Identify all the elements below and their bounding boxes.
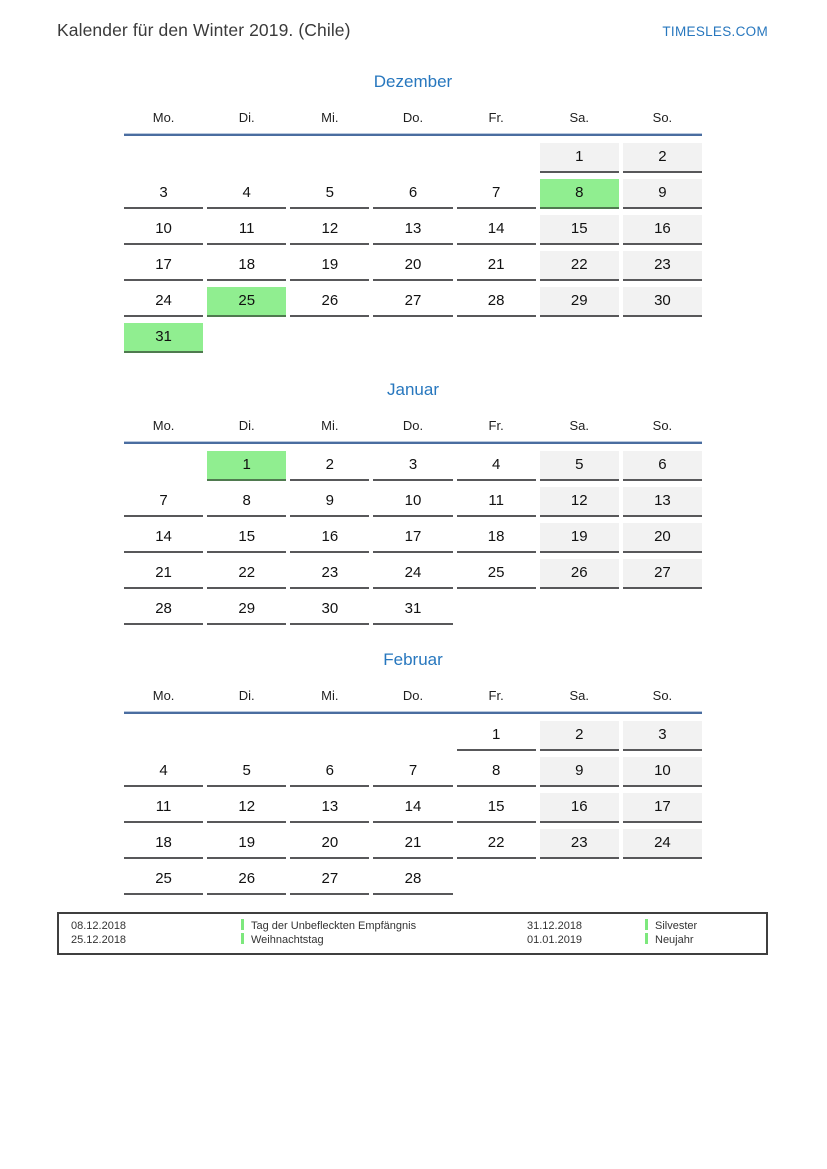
day-cell: 29 — [540, 287, 619, 317]
empty-cell — [623, 595, 702, 625]
empty-cell — [623, 323, 702, 353]
empty-cell — [457, 595, 536, 625]
day-cell: 24 — [124, 287, 203, 317]
page-title: Kalender für den Winter 2019. (Chile) — [57, 20, 351, 40]
empty-cell — [290, 323, 369, 353]
weekday-label: Do. — [402, 418, 424, 433]
day-cell: 12 — [290, 215, 369, 245]
legend-label-text: Weihnachtstag — [251, 934, 324, 946]
day-cell: 3 — [124, 179, 203, 209]
empty-cell — [457, 865, 536, 895]
day-cell: 19 — [290, 251, 369, 281]
empty-cell — [290, 721, 369, 751]
day-cell: 20 — [290, 829, 369, 859]
day-cell: 1 — [457, 721, 536, 751]
weekday-header-row — [124, 110, 702, 133]
empty-cell — [124, 451, 203, 481]
month-februar — [124, 649, 702, 895]
day-cell: 23 — [540, 829, 619, 859]
weekday-label: Di. — [238, 688, 255, 703]
day-cell: 8 — [540, 179, 619, 209]
empty-cell — [457, 323, 536, 353]
day-cell: 13 — [623, 487, 702, 517]
day-cell: 4 — [207, 179, 286, 209]
day-cell: 1 — [207, 451, 286, 481]
month-title: Januar — [387, 380, 439, 399]
day-cell: 27 — [373, 287, 452, 317]
legend-label-text: Tag der Unbefleckten Empfängnis — [251, 920, 417, 932]
day-cell: 3 — [623, 721, 702, 751]
day-cell: 17 — [124, 251, 203, 281]
day-cell: 30 — [290, 595, 369, 625]
day-cell: 15 — [457, 793, 536, 823]
day-cell: 25 — [124, 865, 203, 895]
empty-cell — [457, 143, 536, 173]
weekday-label: Fr. — [488, 110, 504, 125]
day-cell: 13 — [290, 793, 369, 823]
day-cell: 3 — [373, 451, 452, 481]
month-grid — [124, 721, 702, 895]
legend-label-text: Neujahr — [655, 934, 694, 946]
legend-date: 01.01.2019 — [527, 934, 583, 946]
day-cell: 7 — [373, 757, 452, 787]
day-cell: 24 — [373, 559, 452, 589]
legend-label — [241, 919, 527, 933]
day-cell: 16 — [623, 215, 702, 245]
weekday-label: Mo. — [152, 688, 175, 703]
day-cell: 18 — [124, 829, 203, 859]
day-cell: 17 — [373, 523, 452, 553]
day-cell: 22 — [540, 251, 619, 281]
day-cell: 22 — [457, 829, 536, 859]
day-cell: 16 — [540, 793, 619, 823]
day-cell: 19 — [540, 523, 619, 553]
month-grid — [124, 451, 702, 625]
day-cell: 10 — [623, 757, 702, 787]
page-header — [57, 20, 768, 41]
day-cell: 26 — [290, 287, 369, 317]
weekday-label: Mo. — [152, 110, 175, 125]
day-cell: 31 — [373, 595, 452, 625]
day-cell: 26 — [540, 559, 619, 589]
holiday-marker-icon — [241, 919, 244, 930]
empty-cell — [373, 721, 452, 751]
day-cell: 21 — [457, 251, 536, 281]
day-cell: 20 — [623, 523, 702, 553]
day-cell: 25 — [457, 559, 536, 589]
empty-cell — [540, 323, 619, 353]
day-cell: 18 — [457, 523, 536, 553]
months — [124, 71, 702, 895]
day-cell: 1 — [540, 143, 619, 173]
day-cell: 12 — [207, 793, 286, 823]
day-cell: 15 — [540, 215, 619, 245]
day-cell: 9 — [623, 179, 702, 209]
empty-cell — [124, 721, 203, 751]
empty-cell — [540, 865, 619, 895]
legend-date: 08.12.2018 — [71, 920, 127, 932]
day-cell: 12 — [540, 487, 619, 517]
month-januar — [124, 379, 702, 625]
day-cell: 18 — [207, 251, 286, 281]
day-cell: 26 — [207, 865, 286, 895]
empty-cell — [207, 721, 286, 751]
day-cell: 24 — [623, 829, 702, 859]
month-grid — [124, 143, 702, 353]
day-cell: 2 — [540, 721, 619, 751]
day-cell: 27 — [290, 865, 369, 895]
day-cell: 10 — [124, 215, 203, 245]
empty-cell — [623, 865, 702, 895]
day-cell: 6 — [290, 757, 369, 787]
day-cell: 5 — [290, 179, 369, 209]
day-cell: 11 — [457, 487, 536, 517]
empty-cell — [207, 323, 286, 353]
day-cell: 6 — [373, 179, 452, 209]
empty-cell — [124, 143, 203, 173]
weekday-label: So. — [652, 688, 673, 703]
holiday-marker-icon — [645, 933, 648, 944]
weekday-label: Sa. — [569, 688, 590, 703]
day-cell: 28 — [373, 865, 452, 895]
day-cell: 25 — [207, 287, 286, 317]
day-cell: 13 — [373, 215, 452, 245]
day-cell: 28 — [457, 287, 536, 317]
weekday-label: Mi. — [321, 688, 339, 703]
holiday-marker-icon — [241, 933, 244, 944]
day-cell: 11 — [207, 215, 286, 245]
empty-cell — [373, 323, 452, 353]
weekday-label: Fr. — [488, 688, 504, 703]
day-cell: 8 — [457, 757, 536, 787]
legend-date: 31.12.2018 — [527, 920, 583, 932]
weekday-label: Mi. — [321, 110, 339, 125]
month-header-line — [124, 711, 702, 714]
month-header-line — [124, 441, 702, 444]
month-title: Dezember — [373, 72, 453, 91]
day-cell: 31 — [124, 323, 203, 353]
empty-cell — [540, 595, 619, 625]
day-cell: 9 — [290, 487, 369, 517]
day-cell: 6 — [623, 451, 702, 481]
weekday-label: Di. — [238, 418, 255, 433]
legend-date: 25.12.2018 — [71, 934, 127, 946]
month-dezember — [124, 71, 702, 353]
day-cell: 16 — [290, 523, 369, 553]
day-cell: 2 — [290, 451, 369, 481]
day-cell: 11 — [124, 793, 203, 823]
day-cell: 7 — [457, 179, 536, 209]
day-cell: 5 — [540, 451, 619, 481]
day-cell: 19 — [207, 829, 286, 859]
weekday-label: Sa. — [569, 110, 590, 125]
timesles-link[interactable]: TIMESLES.COM — [662, 24, 768, 39]
day-cell: 21 — [373, 829, 452, 859]
day-cell: 23 — [623, 251, 702, 281]
day-cell: 4 — [124, 757, 203, 787]
weekday-label: Do. — [402, 688, 424, 703]
empty-cell — [207, 143, 286, 173]
weekday-label: Mi. — [321, 418, 339, 433]
legend-label-text: Silvester — [655, 920, 698, 932]
day-cell: 27 — [623, 559, 702, 589]
month-title: Februar — [383, 650, 443, 669]
day-cell: 30 — [623, 287, 702, 317]
weekday-label: Fr. — [488, 418, 504, 433]
day-cell: 21 — [124, 559, 203, 589]
month-header-line — [124, 133, 702, 136]
day-cell: 14 — [124, 523, 203, 553]
weekday-label: Sa. — [569, 418, 590, 433]
day-cell: 2 — [623, 143, 702, 173]
weekday-label: Do. — [402, 110, 424, 125]
empty-cell — [290, 143, 369, 173]
day-cell: 22 — [207, 559, 286, 589]
day-cell: 17 — [623, 793, 702, 823]
day-cell: 23 — [290, 559, 369, 589]
legend-box — [57, 912, 768, 955]
day-cell: 5 — [207, 757, 286, 787]
legend-label — [241, 933, 527, 947]
day-cell: 10 — [373, 487, 452, 517]
weekday-header-row — [124, 688, 702, 711]
day-cell: 7 — [124, 487, 203, 517]
holiday-marker-icon — [645, 919, 648, 930]
weekday-label: So. — [652, 110, 673, 125]
day-cell: 20 — [373, 251, 452, 281]
day-cell: 14 — [373, 793, 452, 823]
weekday-label: So. — [652, 418, 673, 433]
day-cell: 9 — [540, 757, 619, 787]
day-cell: 15 — [207, 523, 286, 553]
day-cell: 8 — [207, 487, 286, 517]
weekday-label: Di. — [238, 110, 255, 125]
day-cell: 28 — [124, 595, 203, 625]
weekday-header-row — [124, 418, 702, 441]
day-cell: 14 — [457, 215, 536, 245]
day-cell: 29 — [207, 595, 286, 625]
legend-label — [645, 919, 766, 933]
empty-cell — [373, 143, 452, 173]
weekday-label: Mo. — [152, 418, 175, 433]
day-cell: 4 — [457, 451, 536, 481]
legend-label — [645, 933, 766, 947]
